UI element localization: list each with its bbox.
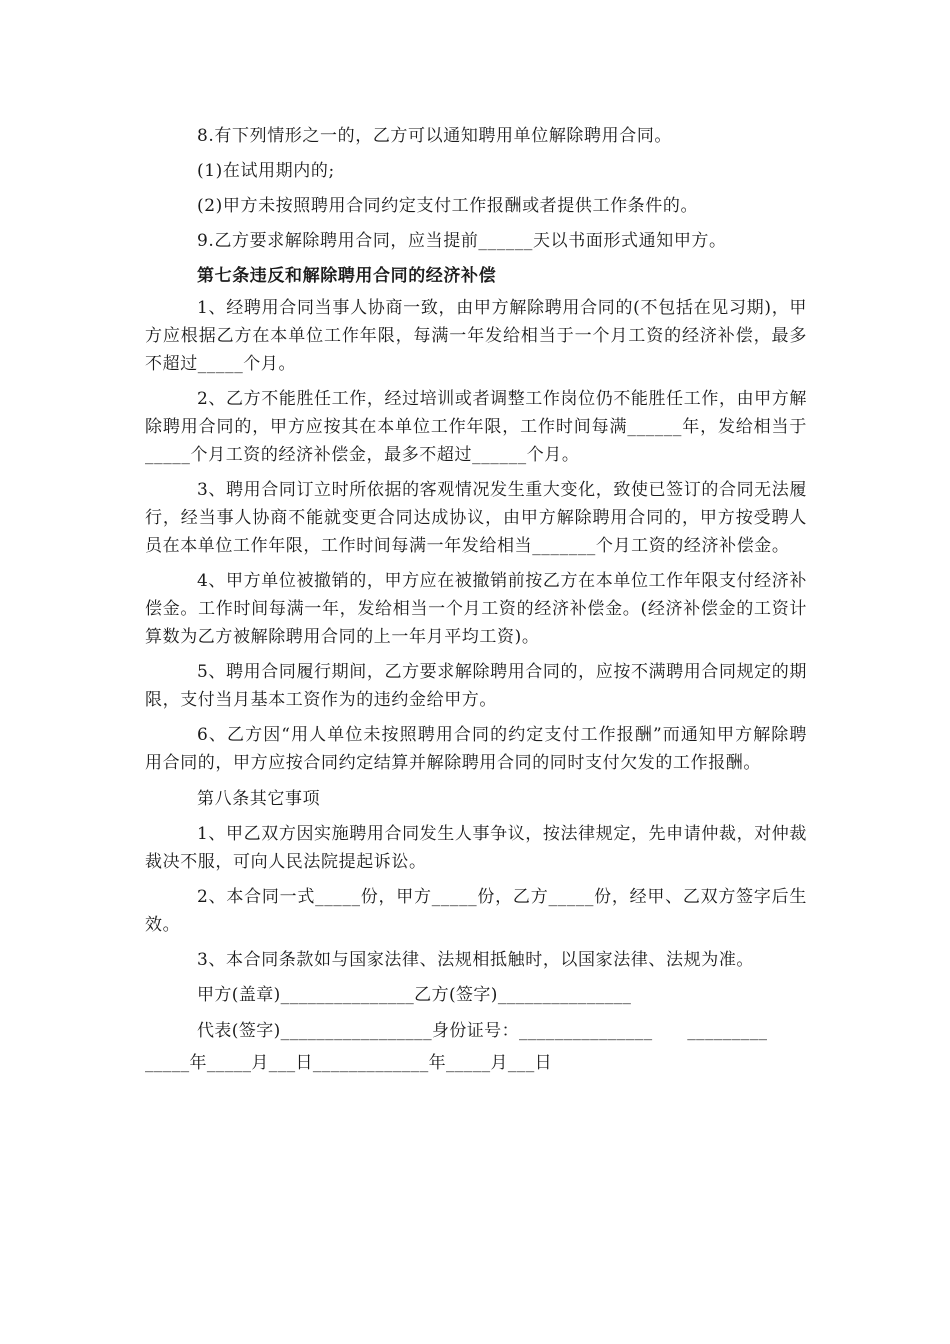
article-7-clause-5: 5、聘用合同履行期间，乙方要求解除聘用合同的，应按不满聘用合同规定的期限，支付当月基本工资作为的违约金给甲方。	[145, 662, 807, 710]
signature-date-line: _____年_____月___日_____________年_____月___日	[145, 1053, 552, 1073]
article-8-clause-2: 2、本合同一式_____份，甲方_____份，乙方_____份，经甲、乙双方签字后生效。	[145, 887, 807, 935]
clause-8-item-2: (2)甲方未按照聘用合同约定支付工作报酬或者提供工作条件的。	[197, 196, 699, 216]
clause-8-item-1: (1)在试用期内的;	[197, 161, 335, 181]
article-7-clause-4: 4、甲方单位被撤销的，甲方应在被撤销前按乙方在本单位工作年限支付经济补偿金。工作时间每满一年，发给相当一个月工资的经济补偿金。(经济补偿金的工资计算数为乙方被解除聘用合同的上一年月平均工资)。	[145, 571, 807, 647]
article-8-heading: 第八条其它事项	[197, 789, 321, 809]
signature-parties-line: 甲方(盖章)_______________乙方(签字)_______________	[197, 985, 632, 1005]
contract-page	[145, 122, 807, 1077]
article-7-clause-2: 2、乙方不能胜任工作，经过培训或者调整工作岗位仍不能胜任工作，由甲方解除聘用合同的，甲方应按其在本单位工作年限，工作时间每满______年，发给相当于_____个月工资的经济补偿金，最多不超过______个月。	[145, 389, 807, 465]
article-7-clause-1: 1、经聘用合同当事人协商一致，由甲方解除聘用合同的(不包括在见习期)，甲方应根据乙方在本单位工作年限，每满一年发给相当于一个月工资的经济补偿，最多不超过_____个月。	[145, 298, 807, 374]
article-7-clause-3: 3、聘用合同订立时所依据的客观情况发生重大变化，致使已签订的合同无法履行，经当事人协商不能就变更合同达成协议，由甲方解除聘用合同的，甲方按受聘人员在本单位工作年限，工作时间每满一年发给相当_______个月工资的经济补偿金。	[145, 480, 807, 556]
article-8-clause-1: 1、甲乙双方因实施聘用合同发生人事争议，按法律规定，先申请仲裁，对仲裁裁决不服，可向人民法院提起诉讼。	[145, 824, 807, 872]
article-8-clause-3: 3、本合同条款如与国家法律、法规相抵触时，以国家法律、法规为准。	[197, 950, 755, 970]
article-7-clause-6: 6、乙方因“用人单位未按照聘用合同的约定支付工作报酬”而通知甲方解除聘用合同的，甲方应按合同约定结算并解除聘用合同的同时支付欠发的工作报酬。	[145, 725, 807, 773]
clause-8: 8.有下列情形之一的，乙方可以通知聘用单位解除聘用合同。	[197, 126, 673, 146]
signature-representative-line: 代表(签字)_________________身份证号：_______________ _________	[197, 1021, 768, 1041]
article-7-heading: 第七条违反和解除聘用合同的经济补偿	[197, 266, 497, 286]
clause-9: 9.乙方要求解除聘用合同，应当提前______天以书面形式通知甲方。	[197, 231, 727, 251]
